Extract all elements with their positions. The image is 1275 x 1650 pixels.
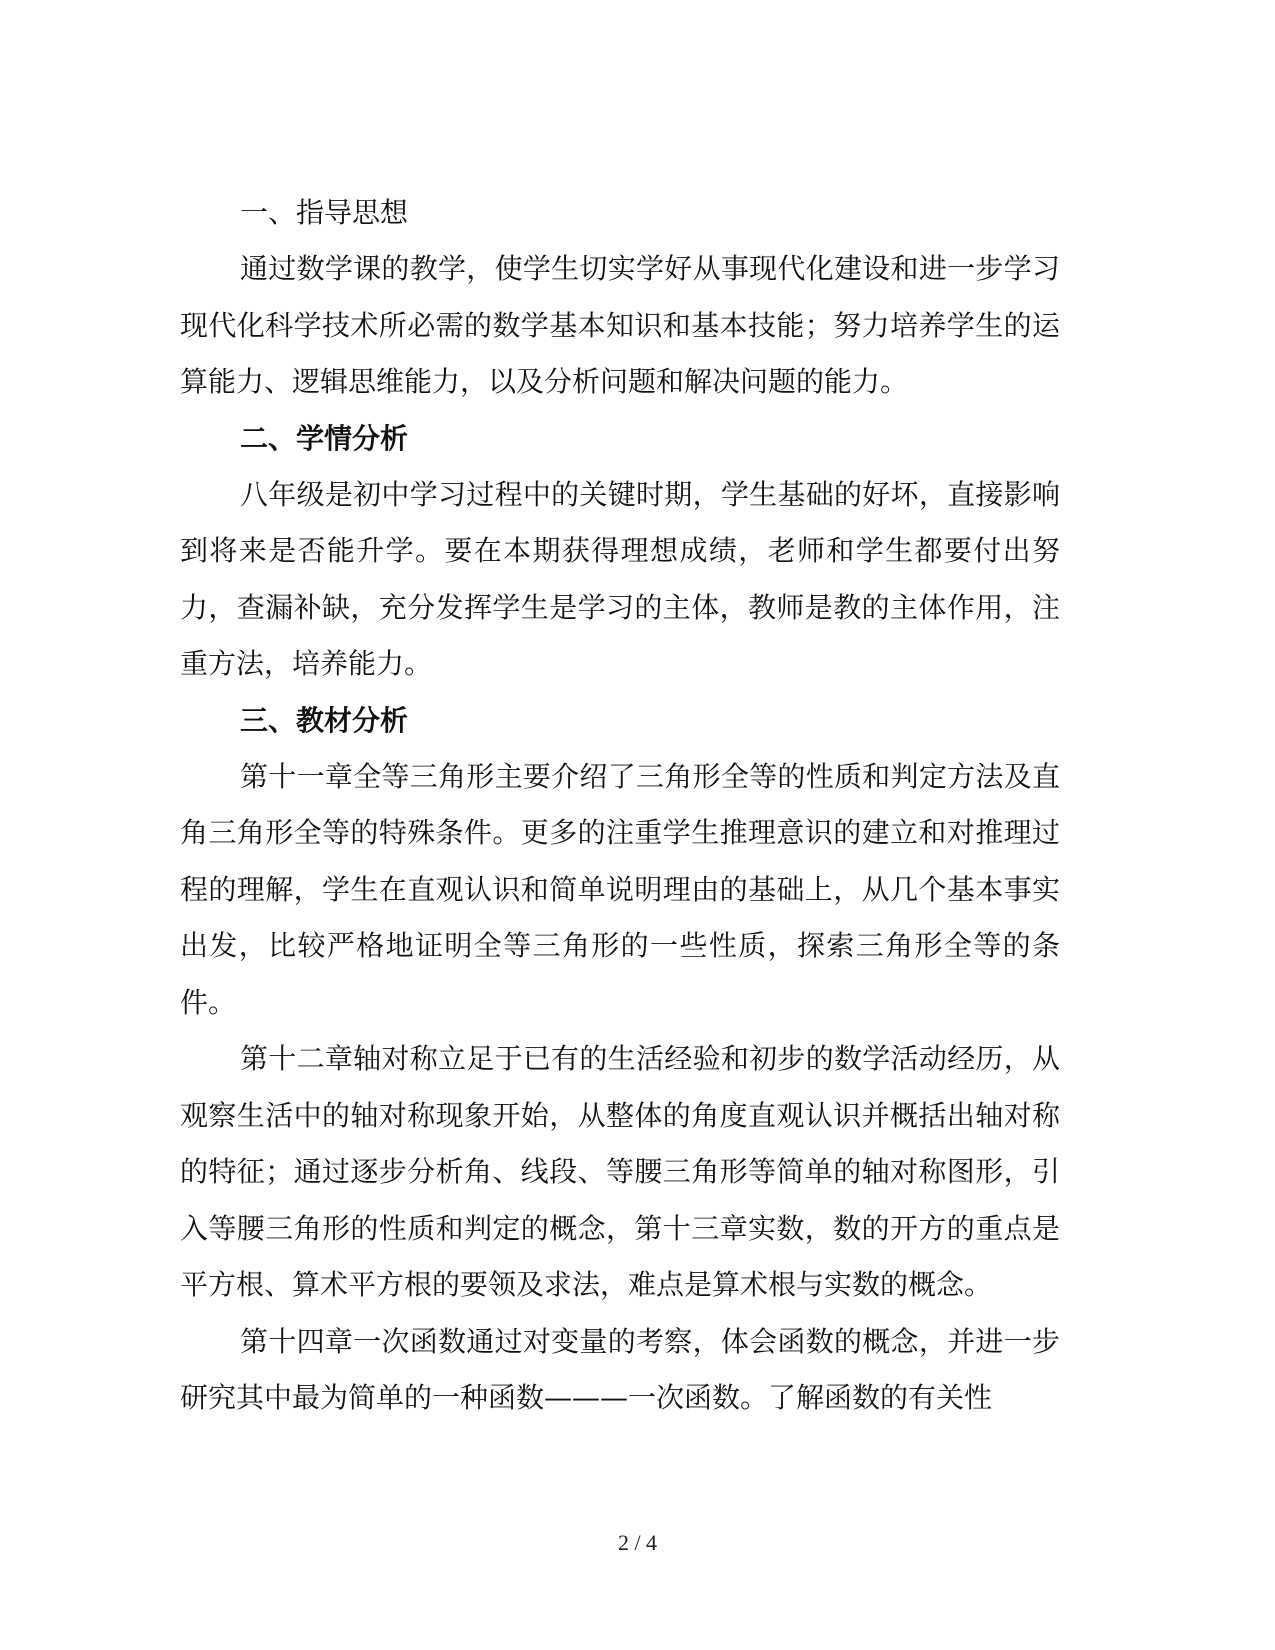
- document-body: [180, 185, 1060, 1427]
- section-heading-student-analysis: 二、学情分析: [240, 421, 409, 455]
- paragraph-guiding-thought: 通过数学课的教学，使学生切实学好从事现代化建设和进一步学习现代化科学技术所必需的数学基本知识和基本技能；努力培养学生的运算能力、逻辑思维能力，以及分析问题和解决问题的能力。: [180, 252, 1060, 398]
- paragraph-chapter-14: 第十四章一次函数通过对变量的考察，体会函数的概念，并进一步研究其中最为简单的一种函数———一次函数。了解函数的有关性: [180, 1324, 1060, 1414]
- section-heading-textbook-analysis: 三、教材分析: [240, 703, 409, 737]
- paragraph-chapter-12-13: 第十二章轴对称立足于已有的生活经验和初步的数学活动经历，从观察生活中的轴对称现象开始，从整体的角度直观认识并概括出轴对称的特征；通过逐步分析角、线段、等腰三角形等简单的轴对称图形，引入等腰三角形的性质和判定的概念，第十三章实数，数的开方的重点是平方根、算术平方根的要领及求法，难点是算术根与实数的概念。: [180, 1042, 1060, 1301]
- page-number: 2 / 4: [617, 1530, 658, 1555]
- paragraph-student-analysis: 八年级是初中学习过程中的关键时期，学生基础的好坏，直接影响到将来是否能升学。要在本期获得理想成绩，老师和学生都要付出努力，查漏补缺，充分发挥学生是学习的主体，教师是教的主体作用，注重方法，培养能力。: [180, 477, 1060, 680]
- section-heading-guiding-thought: 一、指导思想: [240, 196, 409, 229]
- paragraph-chapter-11: 第十一章全等三角形主要介绍了三角形全等的性质和判定方法及直角三角形全等的特殊条件。更多的注重学生推理意识的建立和对推理过程的理解，学生在直观认识和简单说明理由的基础上，从几个基本事实出发，比较严格地证明全等三角形的一些性质，探索三角形全等的条件。: [180, 759, 1060, 1019]
